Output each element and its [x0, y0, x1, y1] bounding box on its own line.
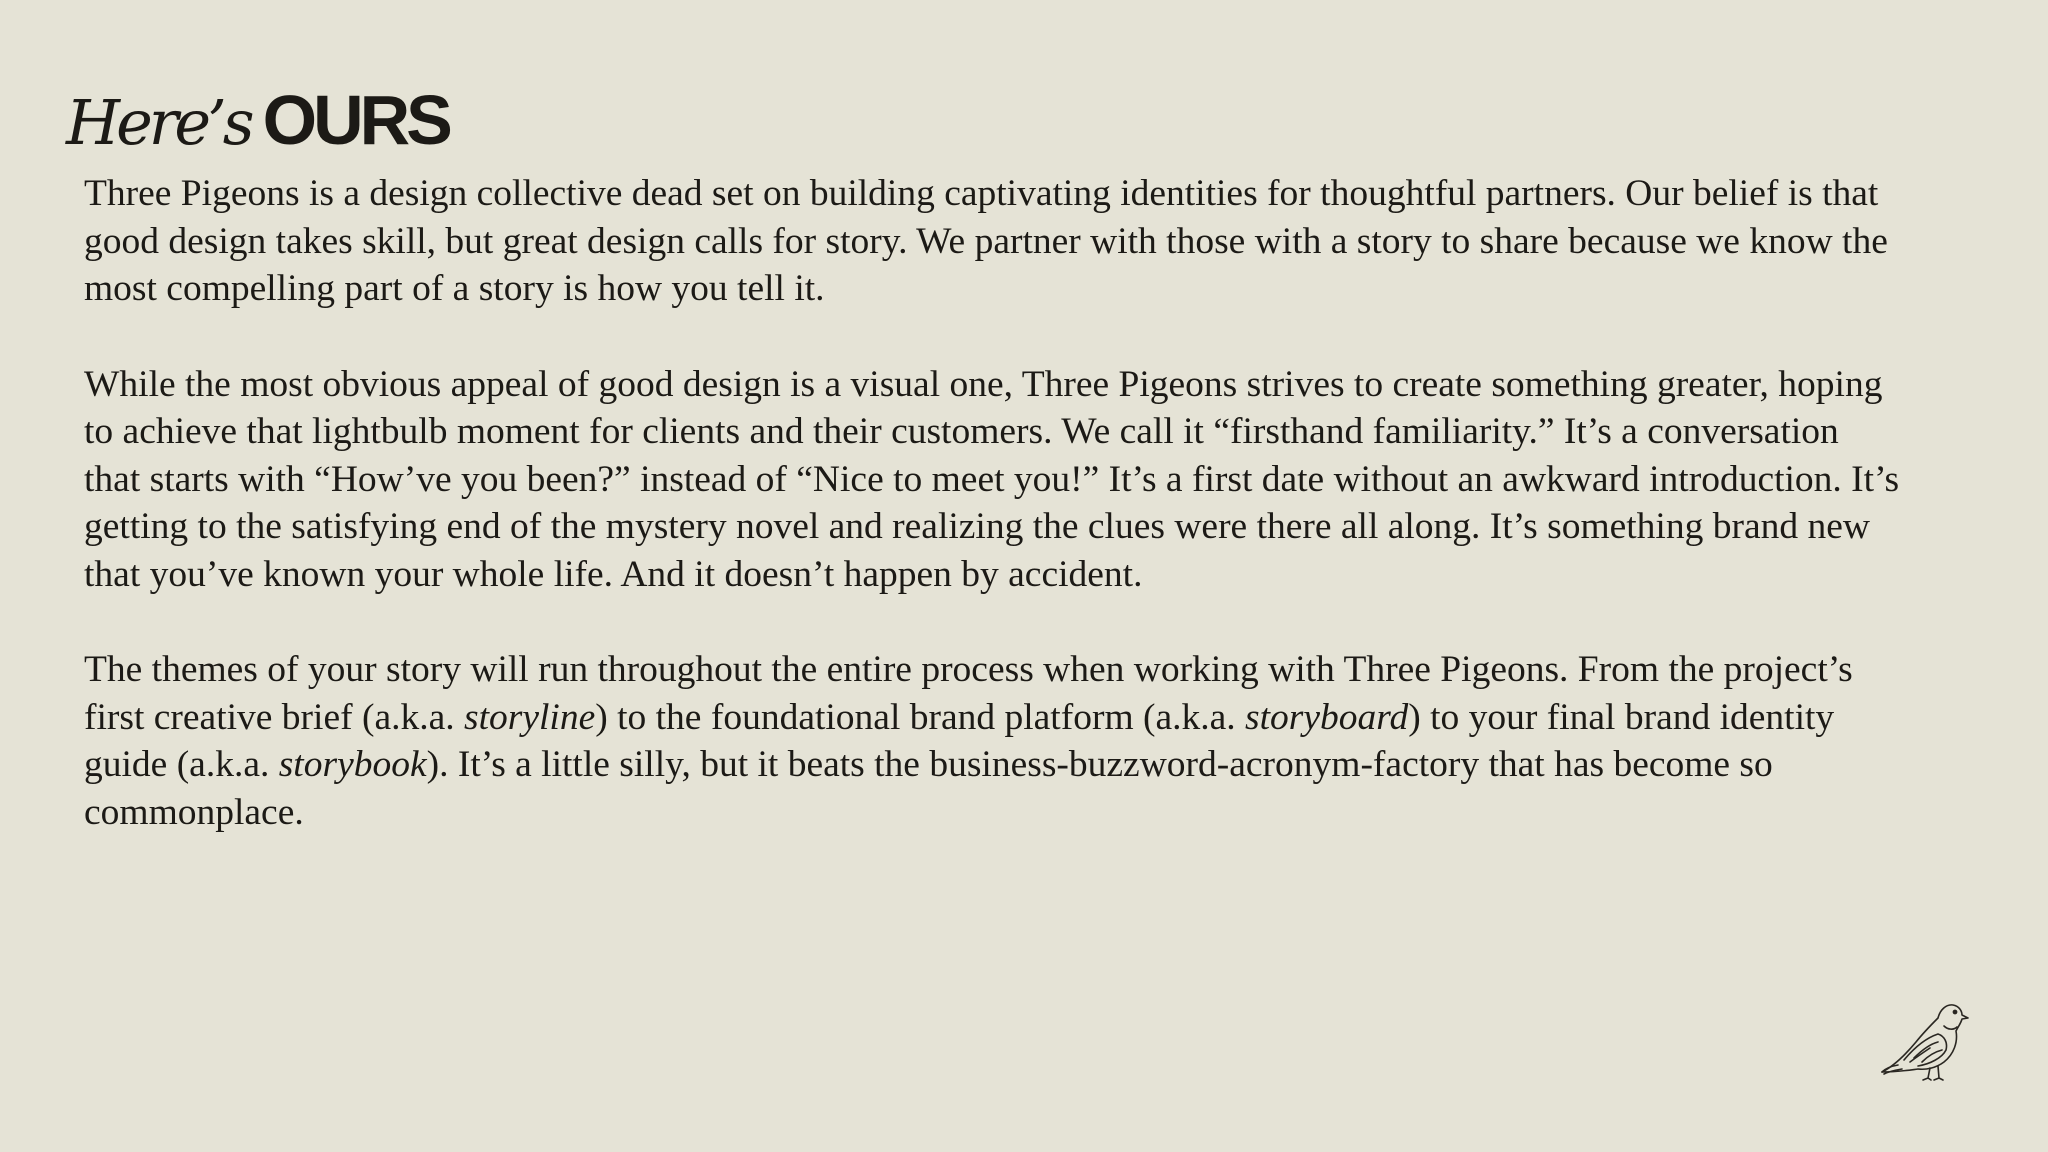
paragraph-1: Three Pigeons is a design collective dead set on building captivating identities for thoughtful partners. Our belief is that good design takes skill, but great design calls for story. We partner with those with a story to share because we know the most compelling part of a story is how you tell it. [84, 173, 1888, 309]
paragraph-3 [84, 646, 1904, 836]
italic-storybook: storybook [278, 744, 427, 785]
paragraph-2: While the most obvious appeal of good design is a visual one, Three Pigeons strives to create something greater, hoping to achieve that lightbulb moment for clients and their customers. We call it “firsthand familiarity.” It’s a conversation that starts with “How’ve you been?” instead of “Nice to meet you!” It’s a first date without an awkward introduction. It’s getting to the satisfying end of the mystery novel and realizing the clues were there all along. It’s something brand new that you’ve known your whole life. And it doesn’t happen by accident. [84, 363, 1900, 595]
paragraph-3-part-4: ). It’s a little silly, but it beats the business-buzzword-acronym-factory that has become so commonplace. [84, 744, 1773, 833]
title-bold: OURS [262, 81, 449, 159]
italic-storyboard: storyboard [1245, 696, 1409, 738]
paragraph-3-part-3: ) to your final brand identity guide (a.k.a. [84, 696, 1835, 785]
paragraph-3-part-2: ) to the foundational brand platform (a.k.a. [595, 696, 1246, 738]
italic-storyline: storyline [464, 696, 596, 738]
pigeon-icon [1876, 996, 1970, 1082]
paragraph-3-part-1: The themes of your story will run throughout the entire process when working with Three Pigeons. From the project’s first creative brief (a.k.a. [84, 649, 1853, 738]
page-title [66, 80, 449, 159]
title-script: Here’s [66, 86, 251, 159]
body-copy [84, 170, 1904, 884]
